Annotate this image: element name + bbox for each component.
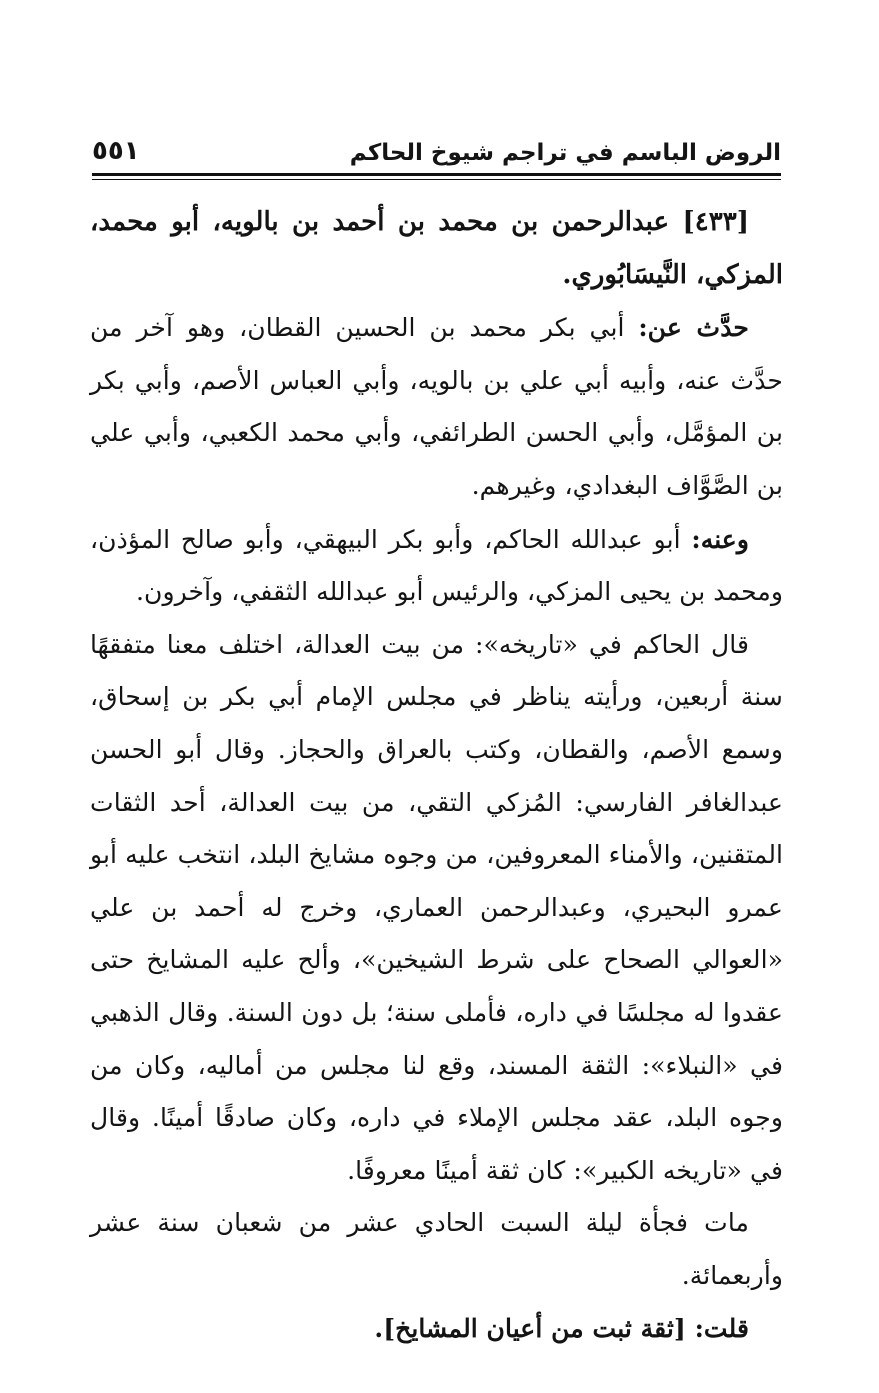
entry-heading: [٤٣٣] عبدالرحمن بن محمد بن أحمد بن بالويه، أبو محمد، المزكي، النَّيسَابُوري. bbox=[90, 207, 783, 290]
narrated-from-text: أبي بكر محمد بن الحسين القطان، وهو آخر من حدَّث عنه، وأبيه أبي علي بن بالويه، وأبي العباس الأصم، وأبي بكر بن المؤمَّل، وأبي الحسن الطرائفي، وأبي محمد الكعبي، وأبي علي بن الصَّوَّاف البغدادي، وغيرهم. bbox=[90, 313, 783, 500]
students-paragraph bbox=[90, 513, 783, 619]
narrated-from-paragraph bbox=[90, 301, 783, 512]
students-text: أبو عبدالله الحاكم، وأبو بكر البيهقي، وأبو صالح المؤذن، ومحمد بن يحيى المزكي، والرئيس أبو عبدالله الثقفي، وآخرون. bbox=[90, 524, 783, 607]
entry-body bbox=[90, 196, 783, 1355]
narrated-from-label: حدَّث عن: bbox=[638, 312, 749, 343]
header-rule-thin bbox=[92, 179, 781, 180]
commentary-paragraph: قال الحاكم في «تاريخه»: من بيت العدالة، اختلف معنا متفقهًا سنة أربعين، ورأيته يناظر في مجلس الإمام أبي بكر بن إسحاق، وسمع الأصم، والقطان، وكتب بالعراق والحجاز. وقال أبو الحسن عبدالغافر الفارسي: المُزكي التقي، من بيت العدالة، أحد الثقات المتقنين، والأمناء المعروفين، من وجوه مشايخ البلد، انتخب عليه أبو عمرو البحيري، وعبدالرحمن العماري، وخرج له أحمد بن علي «العوالي الصحاح على شرط الشيخين»، وألح عليه المشايخ حتى عقدوا له مجلسًا في داره، فأملى سنة؛ بل دون السنة. وقال الذهبي في «النبلاء»: الثقة المسند، وقع لنا مجلس من أماليه، وكان من وجوه البلد، عقد مجلس الإملاء في داره، وكان صادقًا أمينًا. وقال في «تاريخه الكبير»: كان ثقة أمينًا معروفًا. bbox=[90, 629, 783, 1185]
students-label: وعنه: bbox=[691, 523, 749, 554]
page-header bbox=[92, 128, 781, 172]
running-title: الروض الباسم في تراجم شيوخ الحاكم bbox=[349, 140, 781, 166]
conclusion-paragraph: قلت: [ثقة ثبت من أعيان المشايخ]. bbox=[374, 1313, 749, 1344]
page-number: ٥٥١ bbox=[92, 136, 140, 166]
header-rule-thick bbox=[92, 173, 781, 176]
death-paragraph: مات فجأة ليلة السبت الحادي عشر من شعبان سنة عشر وأربعمائة. bbox=[90, 1208, 783, 1290]
